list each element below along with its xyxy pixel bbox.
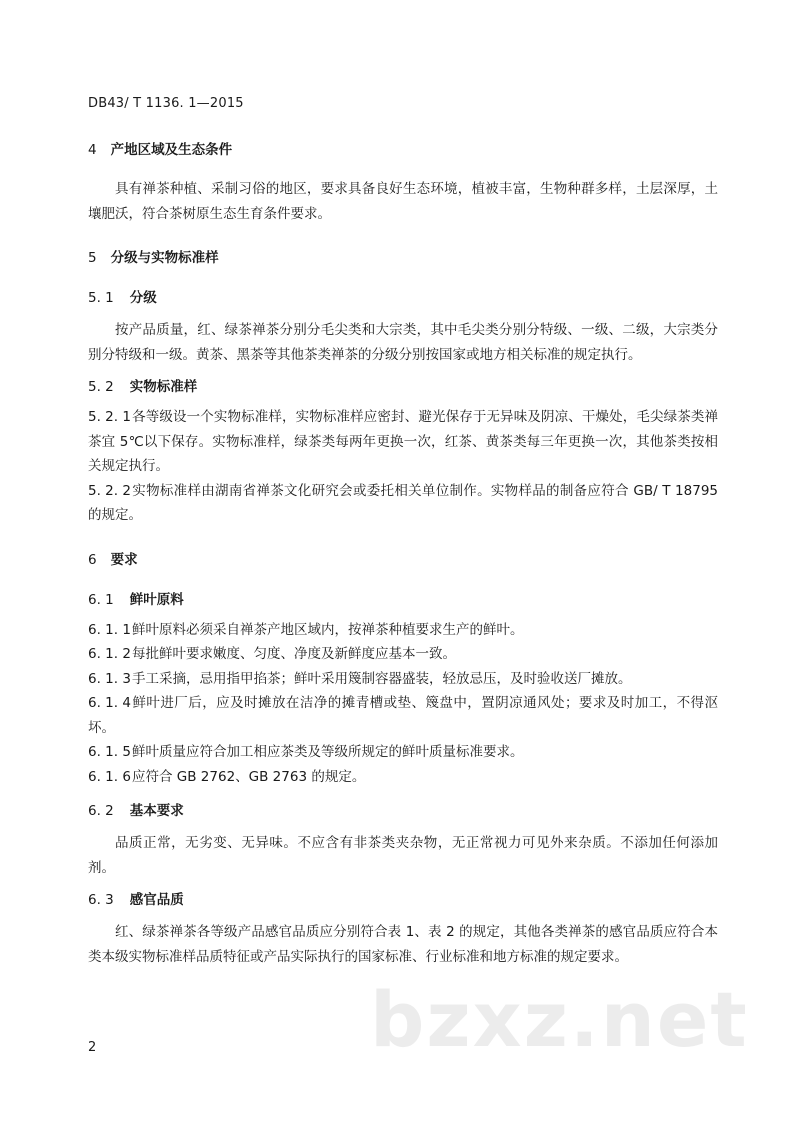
section-number: 5 — [88, 250, 97, 266]
section-6-3-heading — [88, 890, 718, 910]
section-6-heading — [88, 550, 718, 570]
clause-number: 6. 1. 1 — [88, 621, 131, 638]
paragraph: 具有禅茶种植、采制习俗的地区，要求具备良好生态环境，植被丰富，生物种群多样，土层深厚，土壤肥沃，符合茶树原生态生育条件要求。 — [88, 181, 718, 222]
clause-5-2-1 — [88, 405, 718, 479]
clause-text: 鲜叶质量应符合加工相应茶类及等级所规定的鲜叶质量标准要求。 — [132, 744, 524, 760]
page-number: 2 — [88, 1040, 97, 1055]
clause-text: 应符合 GB 2762、GB 2763 的规定。 — [132, 768, 366, 785]
clause-number: 6. 1. 6 — [88, 768, 131, 785]
clause-6-1-4 — [88, 691, 718, 740]
clause-text: 每批鲜叶要求嫩度、匀度、净度及新鲜度应基本一致。 — [132, 646, 456, 662]
section-number: 6. 2 — [88, 803, 114, 819]
document-body — [88, 136, 718, 969]
section-5-heading — [88, 248, 718, 268]
clause-number: 6. 1. 5 — [88, 744, 131, 760]
clause-text: 鲜叶进厂后，应及时摊放在洁净的摊青槽或垫、篾盘中，置阴凉通风处；要求及时加工，不得沤坏。 — [88, 695, 718, 736]
paragraph: 品质正常，无劣变、无异味。不应含有非茶类夹杂物，无正常视力可见外来杂质。不添加任何添加剂。 — [88, 835, 718, 876]
paragraph: 红、绿茶禅茶各等级产品感官品质应分别符合表 1、表 2 的规定，其他各类禅茶的感官品质应符合本类本级实物标准样品质特征或产品实际执行的国家标准、行业标准和地方标准的规定要求。 — [88, 924, 718, 965]
section-6-2-heading — [88, 801, 718, 821]
clause-6-1-6 — [88, 765, 718, 790]
clause-text: 鲜叶原料必须采自禅茶产地区域内，按禅茶种植要求生产的鲜叶。 — [132, 621, 524, 638]
section-title: 要求 — [110, 551, 138, 568]
clause-number: 6. 1. 4 — [88, 695, 131, 711]
section-4-heading — [88, 140, 718, 160]
section-title: 基本要求 — [129, 803, 184, 819]
clause-number: 6. 1. 3 — [88, 670, 131, 687]
clause-5-2-2 — [88, 479, 718, 528]
section-title: 实物标准样 — [129, 379, 198, 395]
section-6-1-heading — [88, 590, 718, 610]
section-5-2-heading — [88, 377, 718, 397]
clause-6-1-1 — [88, 618, 718, 643]
section-title: 产地区域及生态条件 — [110, 142, 233, 158]
section-number: 5. 2 — [88, 379, 114, 395]
section-5-1-heading — [88, 288, 718, 308]
section-title: 分级 — [129, 290, 157, 306]
section-number: 5. 1 — [88, 290, 114, 306]
paragraph: 按产品质量，红、绿茶禅茶分别分毛尖类和大宗类，其中毛尖类分别分特级、一级、二级，大宗类分别分特级和一级。黄茶、黑茶等其他茶类禅茶的分级分别按国家或地方相关标准的规定执行。 — [88, 322, 718, 363]
clause-number: 6. 1. 2 — [88, 646, 131, 662]
standard-code: DB43/ T 1136. 1—2015 — [88, 96, 244, 111]
clause-text: 手工采摘，忌用指甲掐茶；鲜叶采用篾制容器盛装，轻放忌压，及时验收送厂摊放。 — [132, 670, 632, 687]
section-title: 感官品质 — [129, 892, 184, 908]
clause-6-1-3 — [88, 667, 718, 692]
section-title: 鲜叶原料 — [129, 591, 184, 608]
section-number: 6. 1 — [88, 591, 114, 608]
clause-6-1-5 — [88, 740, 718, 765]
clause-text: 实物标准样由湖南省禅茶文化研究会或委托相关单位制作。实物样品的制备应符合 GB/ T 18795 的规定。 — [88, 482, 718, 523]
clause-number: 5. 2. 2 — [88, 482, 131, 499]
section-number: 6. 3 — [88, 892, 114, 908]
section-title: 分级与实物标准样 — [110, 250, 219, 266]
watermark: bzxz.net — [370, 975, 749, 1064]
section-number: 4 — [88, 142, 97, 158]
section-number: 6 — [88, 551, 97, 568]
clause-text: 各等级设一个实物标准样，实物标准样应密封、避光保存于无异味及阴凉、干燥处，毛尖绿茶类禅茶宜 5℃以下保存。实物标准样，绿茶类每两年更换一次，红茶、黄茶类每三年更换一次，其他茶类按相关规定执行。 — [88, 409, 718, 474]
clause-6-1-2 — [88, 642, 718, 667]
clause-number: 5. 2. 1 — [88, 409, 131, 425]
